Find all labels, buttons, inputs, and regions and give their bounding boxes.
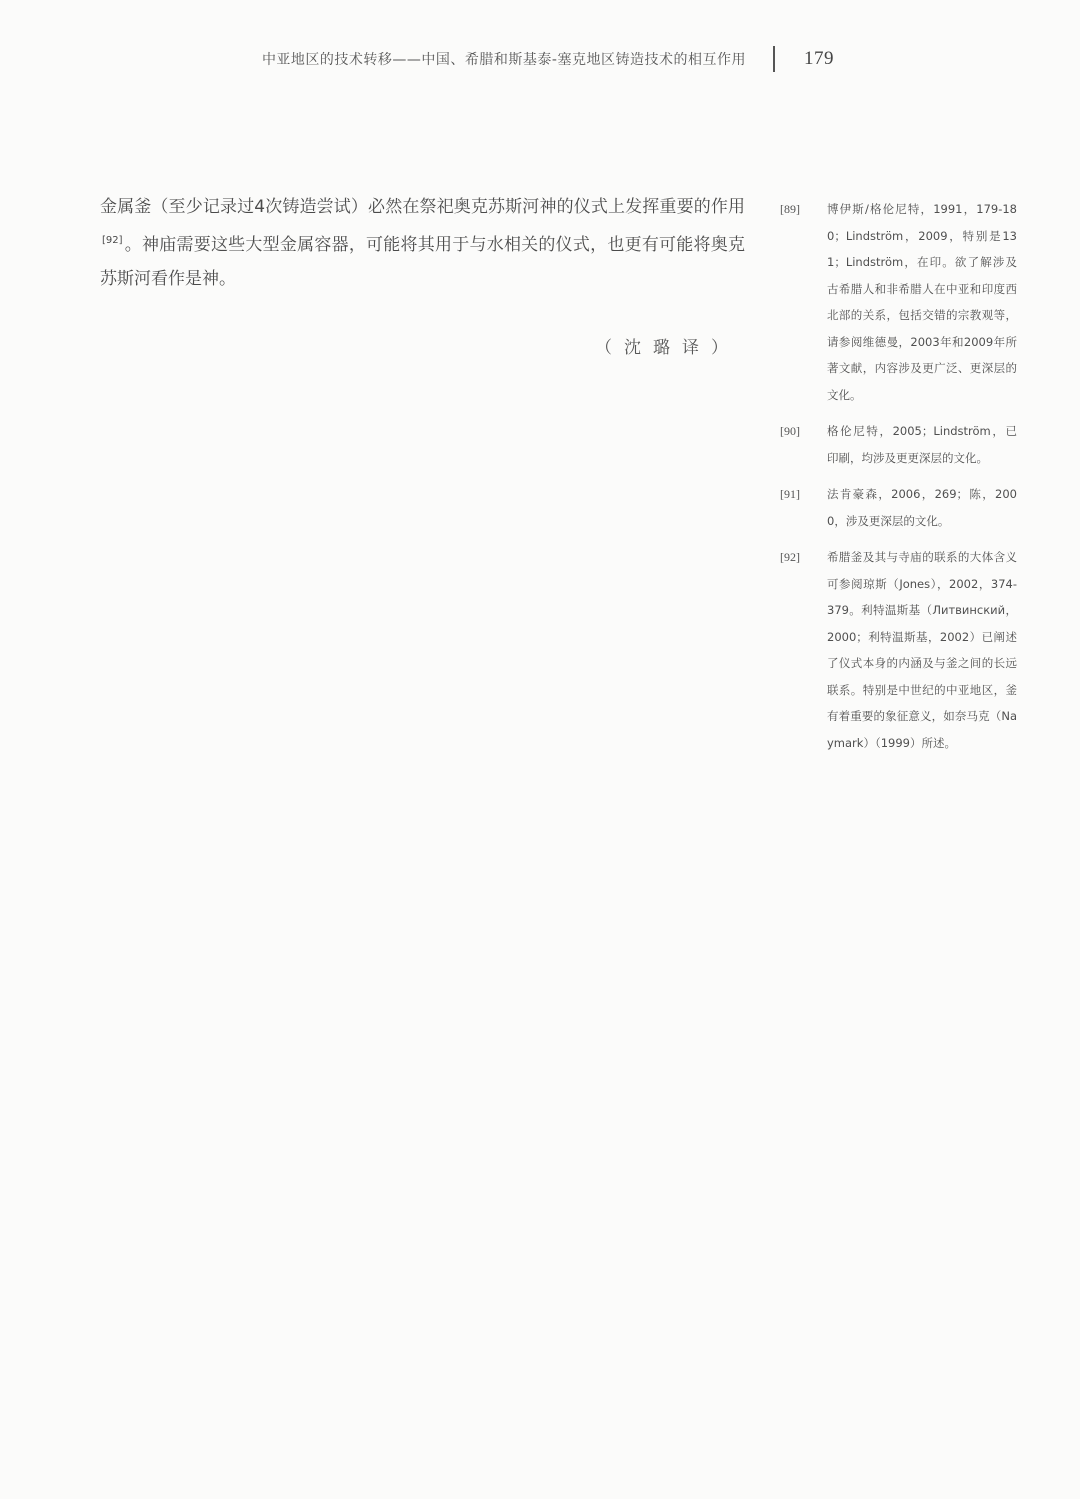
page-header <box>0 46 1080 76</box>
body-text-part-2: 。神庙需要这些大型金属容器，可能将其用于与水相关的仪式，也更有可能将奥克苏斯河看作是神。 <box>100 235 745 289</box>
page-number: 179 <box>804 48 834 69</box>
footnote-text: 格伦尼特，2005；Lindström，已印刷，均涉及更更深层的文化。 <box>827 424 1017 465</box>
footnote-text: 希腊釜及其与寺庙的联系的大体含义可参阅琼斯（Jones），2002，374-379。利特温斯基（Литвинский，2000；利特温斯基，2002）已阐述了仪式本身的内涵及与釜之间的长远联系。特别是中世纪的中亚地区，釜有着重要的象征意义，如奈马克（Naymark）（1999）所述。 <box>827 550 1017 750</box>
footnote-mark: [89] <box>780 202 800 216</box>
footnote-mark: [90] <box>780 424 800 438</box>
footnote-92 <box>780 544 1020 756</box>
footnote-text: 法肯豪森，2006，269；陈，2000，涉及更深层的文化。 <box>827 487 1017 528</box>
footnote-reference-92[interactable]: [92] <box>102 235 123 246</box>
translator-credit: （沈璐译） <box>595 338 740 358</box>
body-paragraph <box>100 190 745 296</box>
footnote-mark: [91] <box>780 487 800 501</box>
footnotes-column <box>780 196 1020 766</box>
footnote-90 <box>780 418 1020 471</box>
footnote-mark: [92] <box>780 550 800 564</box>
header-divider <box>773 46 775 72</box>
body-text-part-1: 金属釜（至少记录过4次铸造尝试）必然在祭祀奥克苏斯河神的仪式上发挥重要的作用 <box>100 197 745 217</box>
footnote-text: 博伊斯/格伦尼特，1991，179-180；Lindström，2009，特别是131；Lindström，在印。欲了解涉及古希腊人和非希腊人在中亚和印度西北部的关系，包括交错的宗教观等，请参阅维德曼，2003年和2009年所著文献，内容涉及更广泛、更深层的文化。 <box>827 202 1017 402</box>
footnote-91 <box>780 481 1020 534</box>
running-title: 中亚地区的技术转移——中国、希腊和斯基泰-塞克地区铸造技术的相互作用 <box>261 52 746 68</box>
footnote-89 <box>780 196 1020 408</box>
